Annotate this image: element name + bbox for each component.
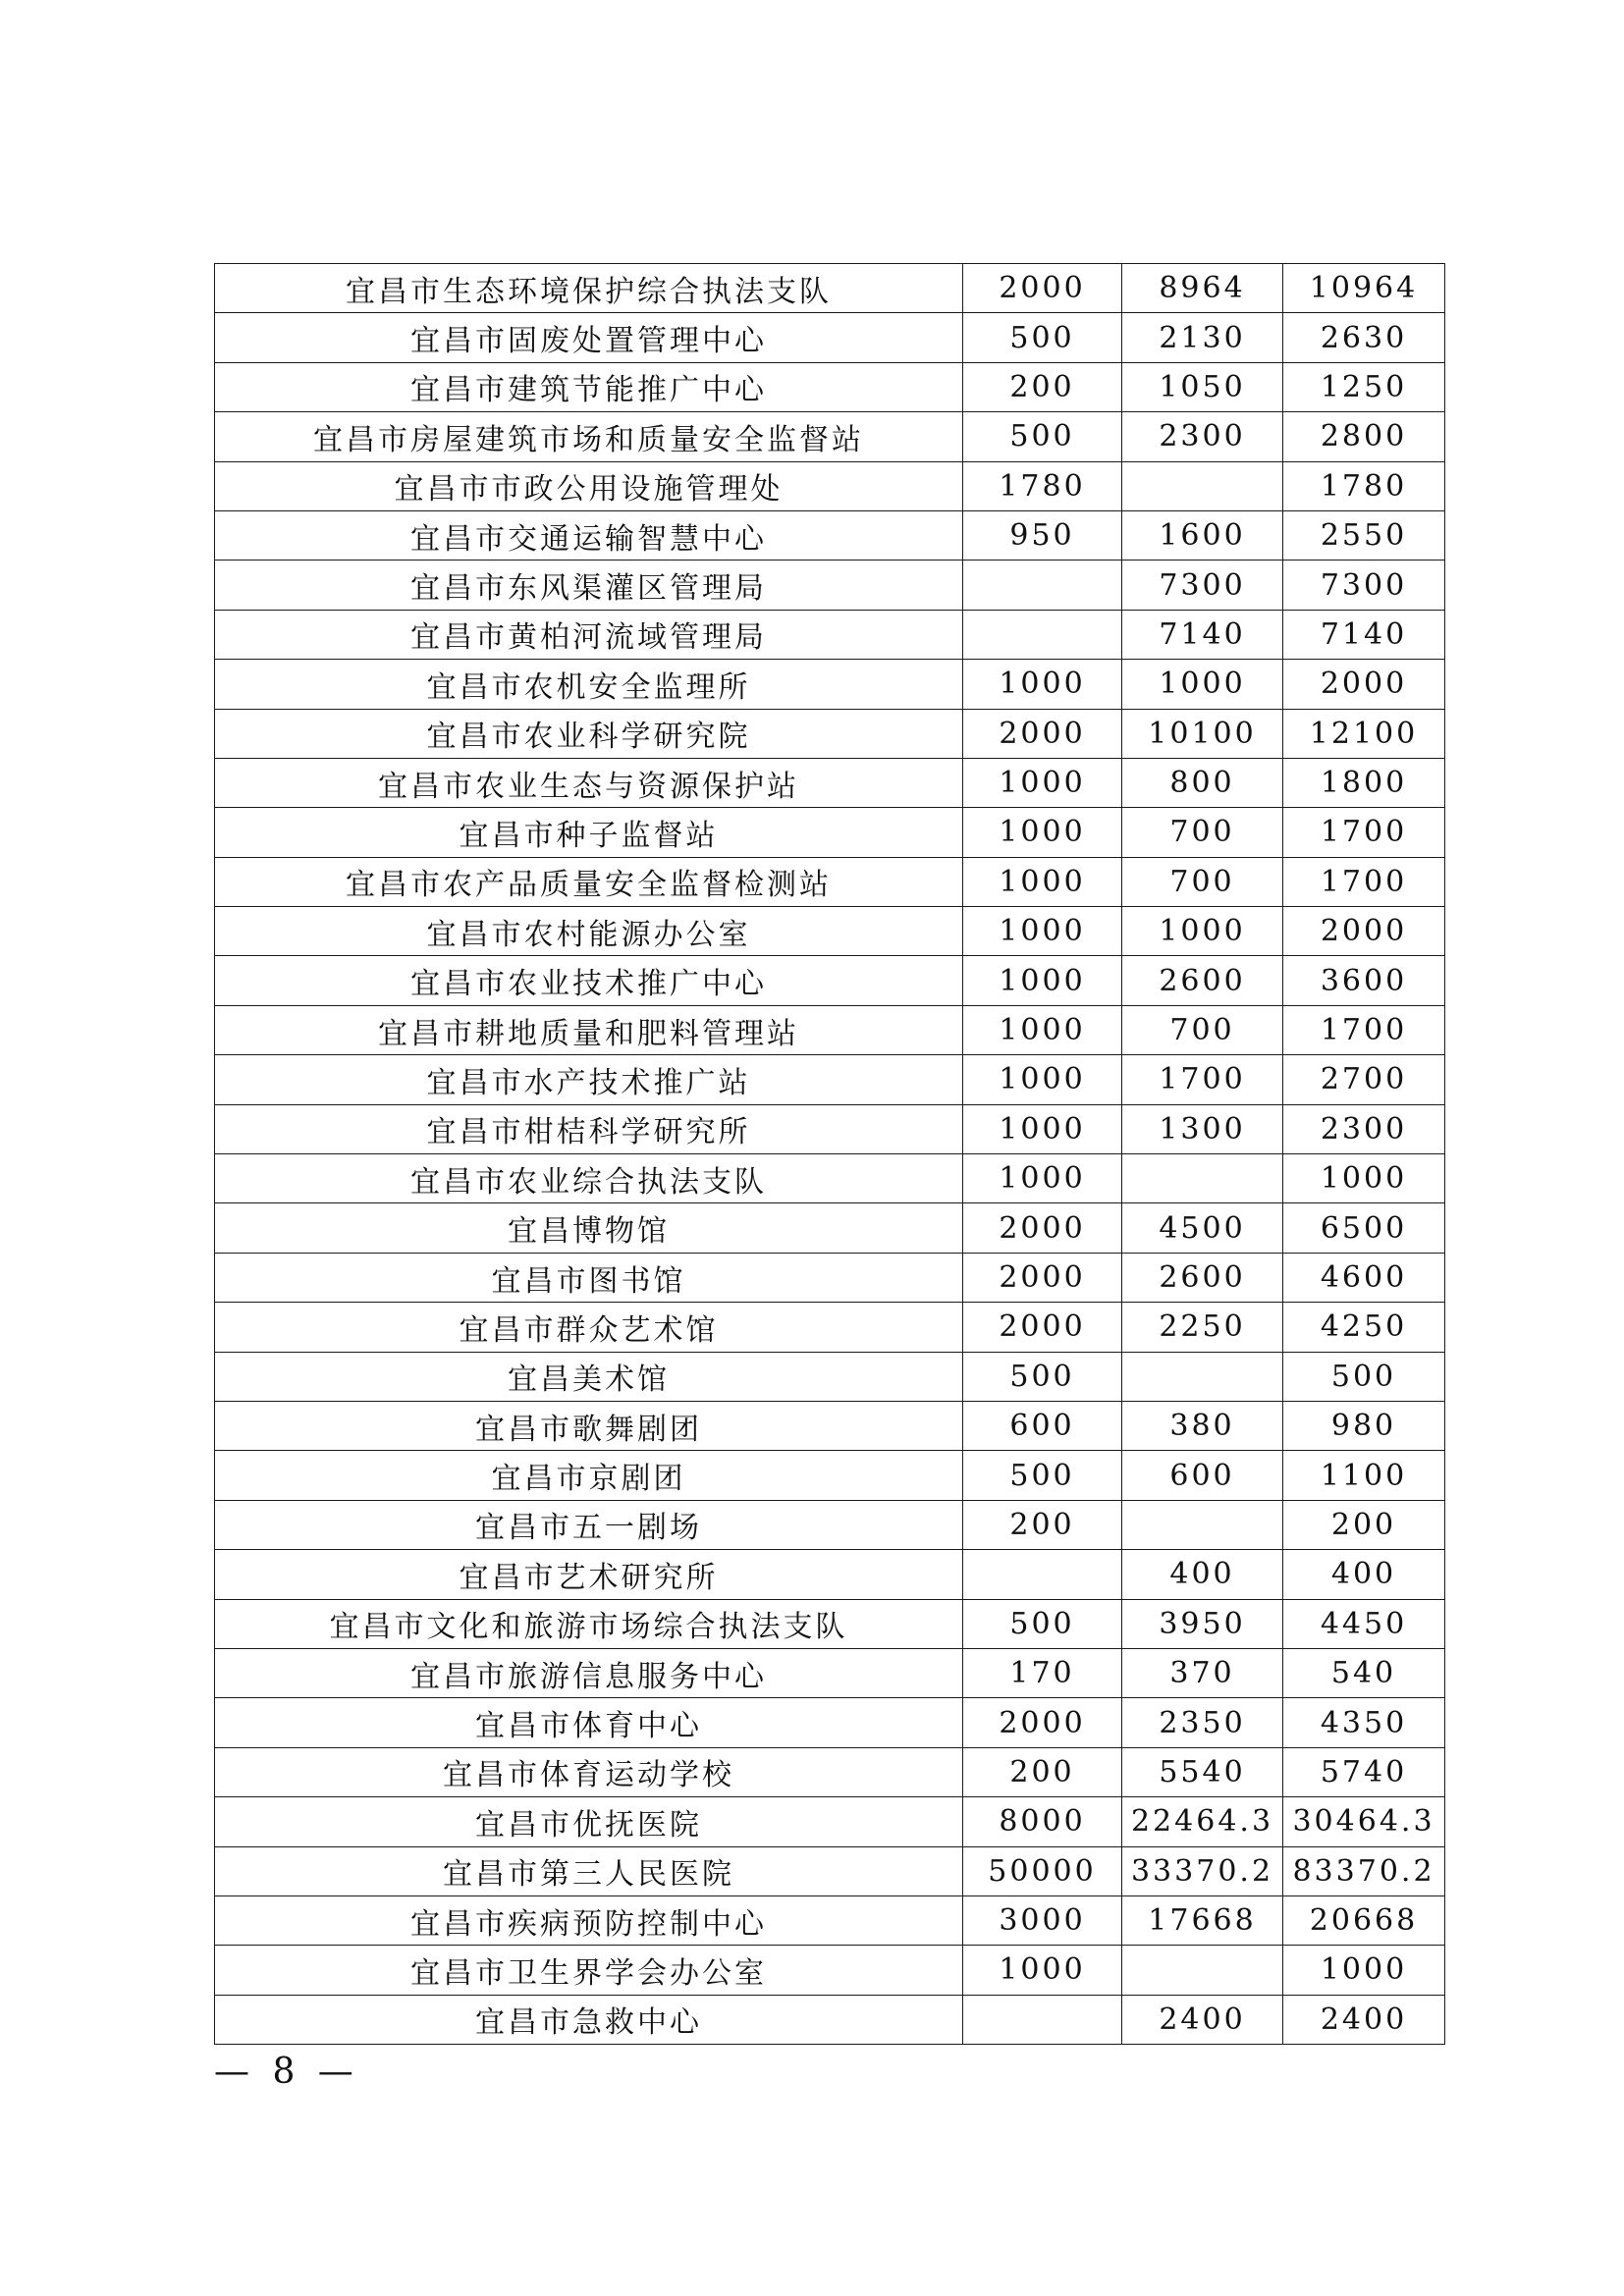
amount-cell-2: 700: [1122, 808, 1283, 857]
unit-name-cell: 宜昌市农业生态与资源保护站: [215, 758, 963, 807]
unit-name-cell: 宜昌市旅游信息服务中心: [215, 1648, 963, 1697]
unit-name-cell: 宜昌市文化和旅游市场综合执法支队: [215, 1599, 963, 1648]
unit-name-cell: 宜昌市急救中心: [215, 1995, 963, 2044]
unit-name-cell: 宜昌市疾病预防控制中心: [215, 1896, 963, 1945]
unit-name-cell: 宜昌市房屋建筑市场和质量安全监督站: [215, 412, 963, 461]
amount-cell-1: [963, 1995, 1122, 2044]
table-row: [215, 1648, 1445, 1697]
amount-cell-1: [963, 561, 1122, 610]
table-row: [215, 758, 1445, 807]
amount-cell-1: 1000: [963, 1154, 1122, 1203]
amount-cell-1: 50000: [963, 1846, 1122, 1896]
amount-cell-2: 22464.3: [1122, 1797, 1283, 1846]
amount-cell-2: 1700: [1122, 1055, 1283, 1104]
amount-cell-2: 7300: [1122, 561, 1283, 610]
amount-cell-1: 2000: [963, 1698, 1122, 1747]
amount-cell-1: 500: [963, 412, 1122, 461]
unit-name-cell: 宜昌美术馆: [215, 1352, 963, 1401]
unit-name-cell: 宜昌市京剧团: [215, 1451, 963, 1500]
total-cell: 2700: [1283, 1055, 1445, 1104]
table-row: [215, 1104, 1445, 1153]
amount-cell-2: [1122, 1946, 1283, 1995]
total-cell: 1000: [1283, 1946, 1445, 1995]
amount-cell-1: 1000: [963, 1104, 1122, 1153]
table-row: [215, 1203, 1445, 1253]
total-cell: 2000: [1283, 907, 1445, 956]
unit-name-cell: 宜昌市固废处置管理中心: [215, 313, 963, 362]
unit-name-cell: 宜昌市东风渠灌区管理局: [215, 561, 963, 610]
amount-cell-2: 2600: [1122, 956, 1283, 1005]
table-row: [215, 1550, 1445, 1599]
amount-cell-2: 33370.2: [1122, 1846, 1283, 1896]
amount-cell-2: 3950: [1122, 1599, 1283, 1648]
total-cell: 2300: [1283, 1104, 1445, 1153]
amount-cell-2: 10100: [1122, 709, 1283, 758]
table-row: [215, 1698, 1445, 1747]
total-cell: 1800: [1283, 758, 1445, 807]
total-cell: 1780: [1283, 461, 1445, 510]
amount-cell-1: 1780: [963, 461, 1122, 510]
total-cell: 4600: [1283, 1253, 1445, 1302]
table-row: [215, 907, 1445, 956]
table-body: [215, 264, 1445, 2045]
amount-cell-1: 2000: [963, 264, 1122, 313]
table-row: [215, 362, 1445, 411]
table-row: [215, 1500, 1445, 1549]
table-row: [215, 1846, 1445, 1896]
total-cell: 1700: [1283, 857, 1445, 906]
total-cell: 6500: [1283, 1203, 1445, 1253]
page-number: — 8 —: [214, 2052, 359, 2092]
unit-name-cell: 宜昌市交通运输智慧中心: [215, 510, 963, 560]
unit-name-cell: 宜昌市农业综合执法支队: [215, 1154, 963, 1203]
amount-cell-2: 7140: [1122, 610, 1283, 659]
unit-name-cell: 宜昌市图书馆: [215, 1253, 963, 1302]
unit-name-cell: 宜昌市种子监督站: [215, 808, 963, 857]
unit-name-cell: 宜昌市柑桔科学研究所: [215, 1104, 963, 1153]
amount-cell-1: 950: [963, 510, 1122, 560]
total-cell: 1250: [1283, 362, 1445, 411]
total-cell: 400: [1283, 1550, 1445, 1599]
amount-cell-1: 1000: [963, 758, 1122, 807]
amount-cell-2: 380: [1122, 1401, 1283, 1450]
amount-cell-2: 1000: [1122, 660, 1283, 709]
amount-cell-1: 500: [963, 1451, 1122, 1500]
unit-name-cell: 宜昌市农业科学研究院: [215, 709, 963, 758]
amount-cell-2: 2300: [1122, 412, 1283, 461]
total-cell: 4450: [1283, 1599, 1445, 1648]
amount-cell-1: 1000: [963, 1946, 1122, 1995]
amount-cell-1: 170: [963, 1648, 1122, 1697]
total-cell: 2550: [1283, 510, 1445, 560]
total-cell: 3600: [1283, 956, 1445, 1005]
total-cell: 200: [1283, 1500, 1445, 1549]
amount-cell-1: 500: [963, 1352, 1122, 1401]
amount-cell-1: 1000: [963, 660, 1122, 709]
budget-table: [214, 263, 1445, 2045]
table-row: [215, 1451, 1445, 1500]
total-cell: 500: [1283, 1352, 1445, 1401]
unit-name-cell: 宜昌市农机安全监理所: [215, 660, 963, 709]
total-cell: 12100: [1283, 709, 1445, 758]
amount-cell-1: 200: [963, 362, 1122, 411]
amount-cell-1: [963, 1550, 1122, 1599]
total-cell: 5740: [1283, 1747, 1445, 1796]
amount-cell-2: 2350: [1122, 1698, 1283, 1747]
unit-name-cell: 宜昌市建筑节能推广中心: [215, 362, 963, 411]
amount-cell-2: 2250: [1122, 1303, 1283, 1352]
amount-cell-1: 2000: [963, 709, 1122, 758]
amount-cell-2: 1050: [1122, 362, 1283, 411]
amount-cell-2: 5540: [1122, 1747, 1283, 1796]
total-cell: 1000: [1283, 1154, 1445, 1203]
amount-cell-2: 1000: [1122, 907, 1283, 956]
table-row: [215, 1154, 1445, 1203]
amount-cell-2: [1122, 461, 1283, 510]
total-cell: 1700: [1283, 808, 1445, 857]
amount-cell-2: 400: [1122, 1550, 1283, 1599]
amount-cell-1: 1000: [963, 1005, 1122, 1054]
total-cell: 540: [1283, 1648, 1445, 1697]
total-cell: 2000: [1283, 660, 1445, 709]
amount-cell-1: 8000: [963, 1797, 1122, 1846]
table-row: [215, 660, 1445, 709]
table-row: [215, 461, 1445, 510]
amount-cell-2: [1122, 1352, 1283, 1401]
unit-name-cell: 宜昌市生态环境保护综合执法支队: [215, 264, 963, 313]
table-row: [215, 1946, 1445, 1995]
amount-cell-1: 2000: [963, 1253, 1122, 1302]
amount-cell-1: 2000: [963, 1303, 1122, 1352]
total-cell: 2400: [1283, 1995, 1445, 2044]
table-row: [215, 1896, 1445, 1945]
amount-cell-1: 1000: [963, 956, 1122, 1005]
amount-cell-2: 700: [1122, 857, 1283, 906]
total-cell: 4250: [1283, 1303, 1445, 1352]
unit-name-cell: 宜昌市市政公用设施管理处: [215, 461, 963, 510]
amount-cell-1: [963, 610, 1122, 659]
table-row: [215, 561, 1445, 610]
unit-name-cell: 宜昌市第三人民医院: [215, 1846, 963, 1896]
unit-name-cell: 宜昌市群众艺术馆: [215, 1303, 963, 1352]
table-row: [215, 510, 1445, 560]
amount-cell-1: 600: [963, 1401, 1122, 1450]
amount-cell-2: 370: [1122, 1648, 1283, 1697]
amount-cell-2: 700: [1122, 1005, 1283, 1054]
total-cell: 7140: [1283, 610, 1445, 659]
table-row: [215, 1253, 1445, 1302]
amount-cell-1: 500: [963, 313, 1122, 362]
table-row: [215, 1055, 1445, 1104]
amount-cell-2: 2130: [1122, 313, 1283, 362]
table-row: [215, 956, 1445, 1005]
table-row: [215, 1401, 1445, 1450]
total-cell: 10964: [1283, 264, 1445, 313]
unit-name-cell: 宜昌市五一剧场: [215, 1500, 963, 1549]
amount-cell-2: 2400: [1122, 1995, 1283, 2044]
amount-cell-1: 1000: [963, 808, 1122, 857]
unit-name-cell: 宜昌博物馆: [215, 1203, 963, 1253]
unit-name-cell: 宜昌市农村能源办公室: [215, 907, 963, 956]
unit-name-cell: 宜昌市歌舞剧团: [215, 1401, 963, 1450]
unit-name-cell: 宜昌市艺术研究所: [215, 1550, 963, 1599]
table-row: [215, 1747, 1445, 1796]
amount-cell-2: 600: [1122, 1451, 1283, 1500]
amount-cell-1: 1000: [963, 907, 1122, 956]
table-row: [215, 1005, 1445, 1054]
amount-cell-2: 1300: [1122, 1104, 1283, 1153]
unit-name-cell: 宜昌市水产技术推广站: [215, 1055, 963, 1104]
unit-name-cell: 宜昌市优抚医院: [215, 1797, 963, 1846]
total-cell: 980: [1283, 1401, 1445, 1450]
amount-cell-2: 4500: [1122, 1203, 1283, 1253]
amount-cell-2: [1122, 1154, 1283, 1203]
total-cell: 4350: [1283, 1698, 1445, 1747]
total-cell: 7300: [1283, 561, 1445, 610]
table-row: [215, 610, 1445, 659]
amount-cell-1: 1000: [963, 857, 1122, 906]
unit-name-cell: 宜昌市黄柏河流域管理局: [215, 610, 963, 659]
table-row: [215, 857, 1445, 906]
total-cell: 2800: [1283, 412, 1445, 461]
total-cell: 1100: [1283, 1451, 1445, 1500]
unit-name-cell: 宜昌市体育中心: [215, 1698, 963, 1747]
amount-cell-2: [1122, 1500, 1283, 1549]
total-cell: 2630: [1283, 313, 1445, 362]
unit-name-cell: 宜昌市体育运动学校: [215, 1747, 963, 1796]
table-row: [215, 313, 1445, 362]
amount-cell-2: 1600: [1122, 510, 1283, 560]
total-cell: 1700: [1283, 1005, 1445, 1054]
total-cell: 30464.3: [1283, 1797, 1445, 1846]
table-row: [215, 264, 1445, 313]
amount-cell-1: 500: [963, 1599, 1122, 1648]
table-row: [215, 1303, 1445, 1352]
total-cell: 20668: [1283, 1896, 1445, 1945]
table-row: [215, 412, 1445, 461]
unit-name-cell: 宜昌市耕地质量和肥料管理站: [215, 1005, 963, 1054]
table-row: [215, 808, 1445, 857]
amount-cell-2: 8964: [1122, 264, 1283, 313]
amount-cell-2: 800: [1122, 758, 1283, 807]
amount-cell-1: 200: [963, 1500, 1122, 1549]
unit-name-cell: 宜昌市卫生界学会办公室: [215, 1946, 963, 1995]
table-row: [215, 1995, 1445, 2044]
amount-cell-1: 200: [963, 1747, 1122, 1796]
total-cell: 83370.2: [1283, 1846, 1445, 1896]
table-row: [215, 709, 1445, 758]
amount-cell-1: 3000: [963, 1896, 1122, 1945]
amount-cell-1: 2000: [963, 1203, 1122, 1253]
unit-name-cell: 宜昌市农业技术推广中心: [215, 956, 963, 1005]
table-row: [215, 1599, 1445, 1648]
table-row: [215, 1352, 1445, 1401]
amount-cell-2: 17668: [1122, 1896, 1283, 1945]
table-row: [215, 1797, 1445, 1846]
amount-cell-2: 2600: [1122, 1253, 1283, 1302]
unit-name-cell: 宜昌市农产品质量安全监督检测站: [215, 857, 963, 906]
amount-cell-1: 1000: [963, 1055, 1122, 1104]
